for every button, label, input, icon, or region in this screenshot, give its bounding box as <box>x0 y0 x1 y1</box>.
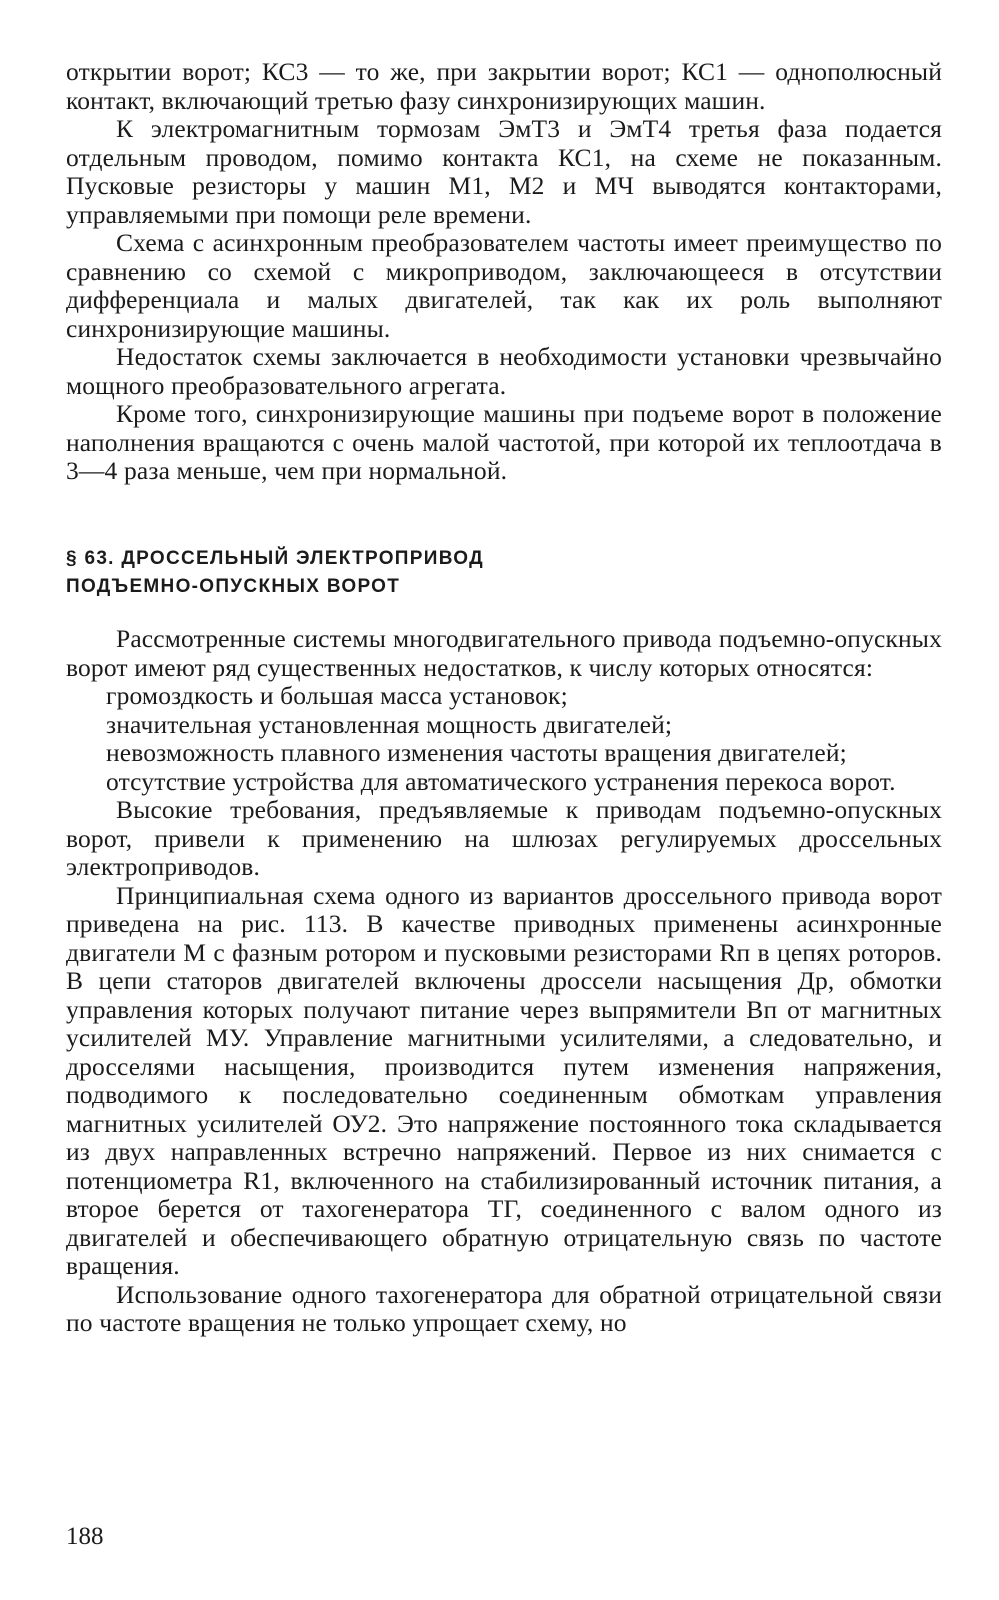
paragraph-continuation: открытии ворот; КС3 — то же, при закрытии ворот; КС1 — однополюсный контакт, включающий третью фазу синхронизирующих машин. <box>66 57 942 115</box>
paragraph-advantage: Схема с асинхронным преобразователем частоты имеет преимущество по сравнению со схемой с микроприводом, заключающееся в отсутствии дифференциала и малых двигателей, так как их роль выполняют синхронизирующие машины. <box>66 228 942 343</box>
section-heading <box>66 545 484 601</box>
section-text-block <box>66 625 942 1338</box>
paragraph-requirements: Высокие требования, предъявляемые к приводам подъемно-опускных ворот, привели к применению на шлюзах регулируемых дроссельных электроприводов. <box>66 795 942 881</box>
list-item: невозможность плавного изменения частоты вращения двигателей; <box>106 738 847 767</box>
list-item: громоздкость и большая масса установок; <box>106 681 568 710</box>
paragraph-tachogenerator: Использование одного тахогенератора для обратной отрицательной связи по частоте вращения не только упрощает схему, но <box>66 1279 942 1337</box>
top-text-block <box>66 58 942 486</box>
list-item: значительная установленная мощность двигателей; <box>106 709 673 739</box>
paragraph-brakes: К электромагнитным тормозам ЭмТ3 и ЭмТ4 третья фаза подается отдельным проводом, помимо контакта КС1, на схеме не показанным. Пусковые резисторы у машин М1, М2 и МЧ выводятся контакторами, управляемыми при помощи реле времени. <box>66 114 942 229</box>
paragraph-intro: Рассмотренные системы многодвигательного привода подъемно-опускных ворот имеют ряд существенных недостатков, к числу которых относятся: <box>66 624 942 682</box>
paragraph-schematic: Принципиальная схема одного из вариантов дроссельного привода ворот приведена на рис. 113. В качестве приводных применены асинхронные двигатели М с фазным ротором и пусковыми резисторами Rп в цепях роторов. В цепи статоров двигателей включены дроссели насыщения Др, обмотки управления которых получают питание через выпрямители Вп от магнитных усилителей МУ. Управление магнитными усилителями, а следовательно, и дросселями насыщения, производится путем изменения напряжения, подводимого к последовательно соединенным обмоткам управления магнитных усилителей ОУ2. Это напряжение постоянного тока складывается из двух направленных встречно напряжений. Первое из них снимается с потенциометра R1, включенного на стабилизированный источник питания, а второе берется от тахогенератора ТГ, соединенного с валом одного из двигателей и обеспечивающего обратную отрицательную связь по частоте вращения. <box>66 880 942 1280</box>
list-item: отсутствие устройства для автоматического устранения перекоса ворот. <box>106 766 896 796</box>
page-number: 188 <box>66 1523 104 1550</box>
section-heading-line-1: § 63. ДРОССЕЛЬНЫЙ ЭЛЕКТРОПРИВОД <box>66 548 484 569</box>
section-heading-line-2: ПОДЪЕМНО-ОПУСКНЫХ ВОРОТ <box>66 576 401 597</box>
paragraph-drawback: Недостаток схемы заключается в необходимости установки чрезвычайно мощного преобразовательного агрегата. <box>66 342 942 400</box>
paragraph-heat-transfer: Кроме того, синхронизирующие машины при подъеме ворот в положение наполнения вращаются с очень малой частотой, при которой их теплоотдача в 3—4 раза меньше, чем при нормальной. <box>66 399 942 485</box>
